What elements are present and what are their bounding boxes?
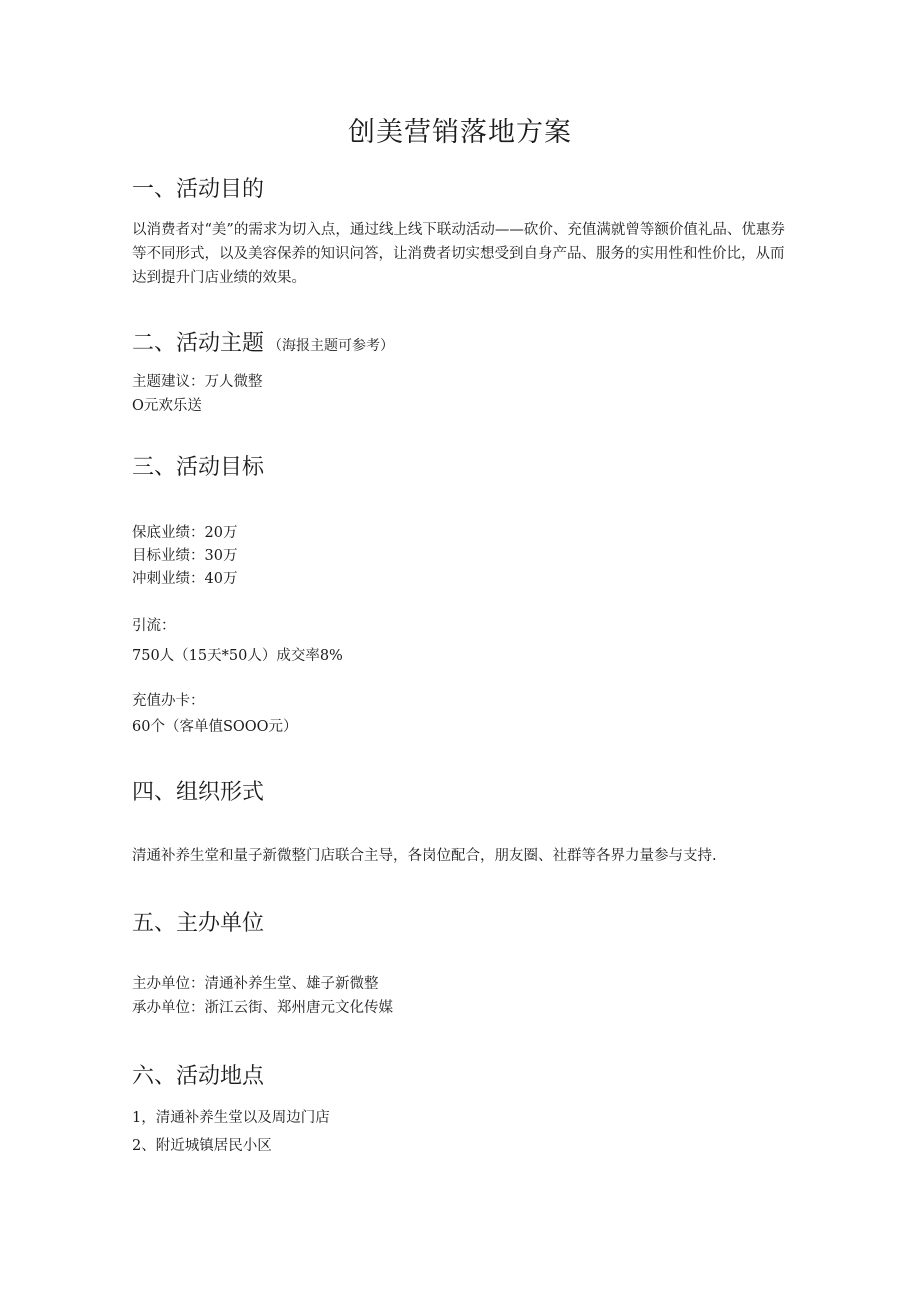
section-heading-organization: 四、组织形式 — [132, 780, 265, 805]
goal-baseline: 保底业绩：20万 — [132, 525, 238, 541]
organization-paragraph: 清通补养生堂和量子新微整门店联合主导，各岗位配合，朋友圈、社群等各界力量参与支持. — [132, 848, 717, 864]
goal-stretch: 冲刺业绩：40万 — [132, 571, 238, 587]
section-heading-location: 六、活动地点 — [132, 1064, 265, 1089]
location-item-2: 2、附近城镇居民小区 — [132, 1138, 272, 1154]
document-title: 创美营销落地方案 — [348, 117, 572, 148]
section-heading-theme — [132, 329, 394, 361]
recharge-label: 充值办卡： — [132, 693, 205, 709]
goal-target: 目标业绩：30万 — [132, 548, 238, 564]
location-item-1: 1，清通补养生堂以及周边门店 — [132, 1110, 330, 1126]
purpose-paragraph: 以消费者对“美”的需求为切入点，通过线上线下联动活动——砍价、充值满就曾等额价值礼品、优惠券等不同形式，以及美容保养的知识问答，让消费者切实想受到自身产品、服务的实用性和性价比，从而达到提升门店业绩的效果。 — [132, 222, 785, 286]
theme-heading-text: 二、活动主题 — [132, 331, 265, 356]
section-heading-purpose: 一、活动目的 — [132, 177, 265, 202]
traffic-value: 750人（15天*50人）成交率8% — [132, 648, 343, 664]
theme-heading-note: （海报主题可参考） — [268, 338, 395, 354]
theme-slogan-line: O元欢乐送 — [132, 398, 202, 414]
host-unit-line: 主办单位：清通补养生堂、雄子新微整 — [132, 976, 379, 992]
theme-suggestion-line: 主题建议：万人微整 — [132, 374, 263, 390]
traffic-label: 引流： — [132, 618, 176, 634]
section-heading-goals: 三、活动目标 — [132, 455, 265, 480]
organizer-unit-line: 承办单位：浙江云街、郑州唐元文化传媒 — [132, 1000, 393, 1016]
recharge-value: 60个（客单值SOOO元） — [132, 719, 298, 735]
section-heading-organizers: 五、主办单位 — [132, 911, 265, 936]
